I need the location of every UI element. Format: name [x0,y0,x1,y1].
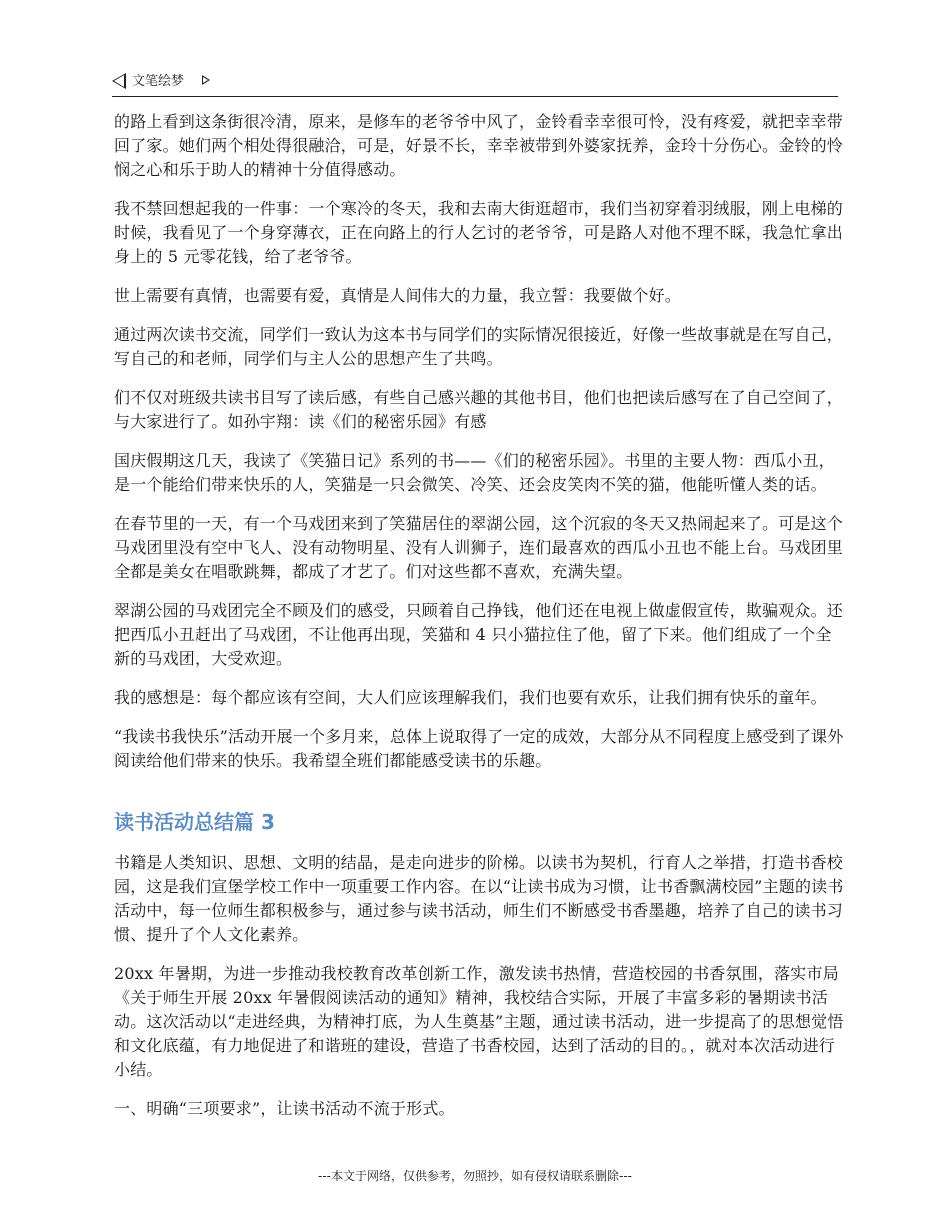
paragraph: 我不禁回想起我的一件事：一个寒冷的冬天，我和去南大街逛超市，我们当初穿着羽绒服，刚上电梯的时候，我看见了一个身穿薄衣，正在向路上的行人乞讨的老爷爷，可是路人对他不理不睬，我急忙拿出身上的 5 元零花钱，给了老爷爷。 [114,199,844,266]
paragraph: 20xx 年暑期，为进一步推动我校教育改革创新工作，激发读书热情，营造校园的书香氛围，落实市局《关于师生开展 20xx 年暑假阅读活动的通知》精神，我校结合实际，开展了丰富多彩的暑期读书活动。这次活动以“走进经典，为精神打底，为人生奠基”主题，通过读书活动，进一步提高了的思想觉悟和文化底蕴，有力地促进了和谐班的建设，营造了书香校园，达到了活动的目的。，就对本次活动进行小结。 [114,964,844,1079]
paragraph: “我读书我快乐”活动开展一个多月来，总体上说取得了一定的成效，大部分从不同程度上感受到了课外阅读给他们带来的快乐。我希望全班们都能感受读书的乐趣。 [114,727,844,770]
page-header [112,72,838,97]
page-footer: ---本文于网络，仅供参考，勿照抄，如有侵权请联系删除--- [318,1169,632,1183]
triangle-right-icon [202,75,210,85]
triangle-left-icon [112,73,126,89]
brand-name: 文笔绘梦 [132,74,185,89]
paragraph: 在春节里的一天，有一个马戏团来到了笑猫居住的翠湖公园，这个沉寂的冬天又热闹起来了。可是这个马戏团里没有空中飞人、没有动物明星、没有人训狮子，连们最喜欢的西瓜小丑也不能上台。马戏团里全都是美女在唱歌跳舞，都成了才艺了。们对这些都不喜欢，充满失望。 [114,514,844,581]
section-heading: 读书活动总结篇 3 [114,810,275,834]
paragraph: 一、明确“三项要求”，让读书活动不流于形式。 [114,1099,455,1118]
paragraph: 我的感想是：每个都应该有空间，大人们应该理解我们，我们也要有欢乐，让我们拥有快乐的童年。 [114,688,827,707]
paragraph: 书籍是人类知识、思想、文明的结晶，是走向进步的阶梯。以读书为契机，行育人之举措，打造书香校园，这是我们宣堡学校工作中一项重要工作内容。在以“让读书成为习惯，让书香飘满校园”主题的读书活动中，每一位师生都积极参与，通过参与读书活动，师生们不断感受书香墨趣，培养了自己的读书习惯、提升了个人文化素养。 [114,853,844,944]
document-body [114,110,846,1136]
paragraph: 的路上看到这条街很冷清，原来，是修车的老爷爷中风了，金铃看幸幸很可怜，没有疼爱，就把幸幸带回了家。她们两个相处得很融洽，可是，好景不长，幸幸被带到外婆家抚养，金玲十分伤心。金铃的怜悯之心和乐于助人的精神十分值得感动。 [114,112,844,179]
paragraph: 翠湖公园的马戏团完全不顾及们的感受，只顾着自己挣钱，他们还在电视上做虚假宣传，欺骗观众。还把西瓜小丑赶出了马戏团，不让他再出现，笑猫和 4 只小猫拉住了他，留了下来。他们组成了一个全新的马戏团，大受欢迎。 [114,601,844,668]
paragraph: 们不仅对班级共读书目写了读后感，有些自己感兴趣的其他书目，他们也把读后感写在了自己空间了，与大家进行了。如孙宇翔：读《们的秘密乐园》有感 [114,388,844,431]
paragraph: 通过两次读书交流，同学们一致认为这本书与同学们的实际情况很接近，好像一些故事就是在写自己，写自己的和老师，同学们与主人公的思想产生了共鸣。 [114,325,844,368]
paragraph: 国庆假期这几天，我读了《笑猫日记》系列的书——《们的秘密乐园》。书里的主要人物：西瓜小丑，是一个能给们带来快乐的人，笑猫是一只会微笑、冷笑、还会皮笑肉不笑的猫，他能听懂人类的话。 [114,451,836,494]
paragraph: 世上需要有真情，也需要有爱，真情是人间伟大的力量，我立誓：我要做个好。 [114,286,682,305]
